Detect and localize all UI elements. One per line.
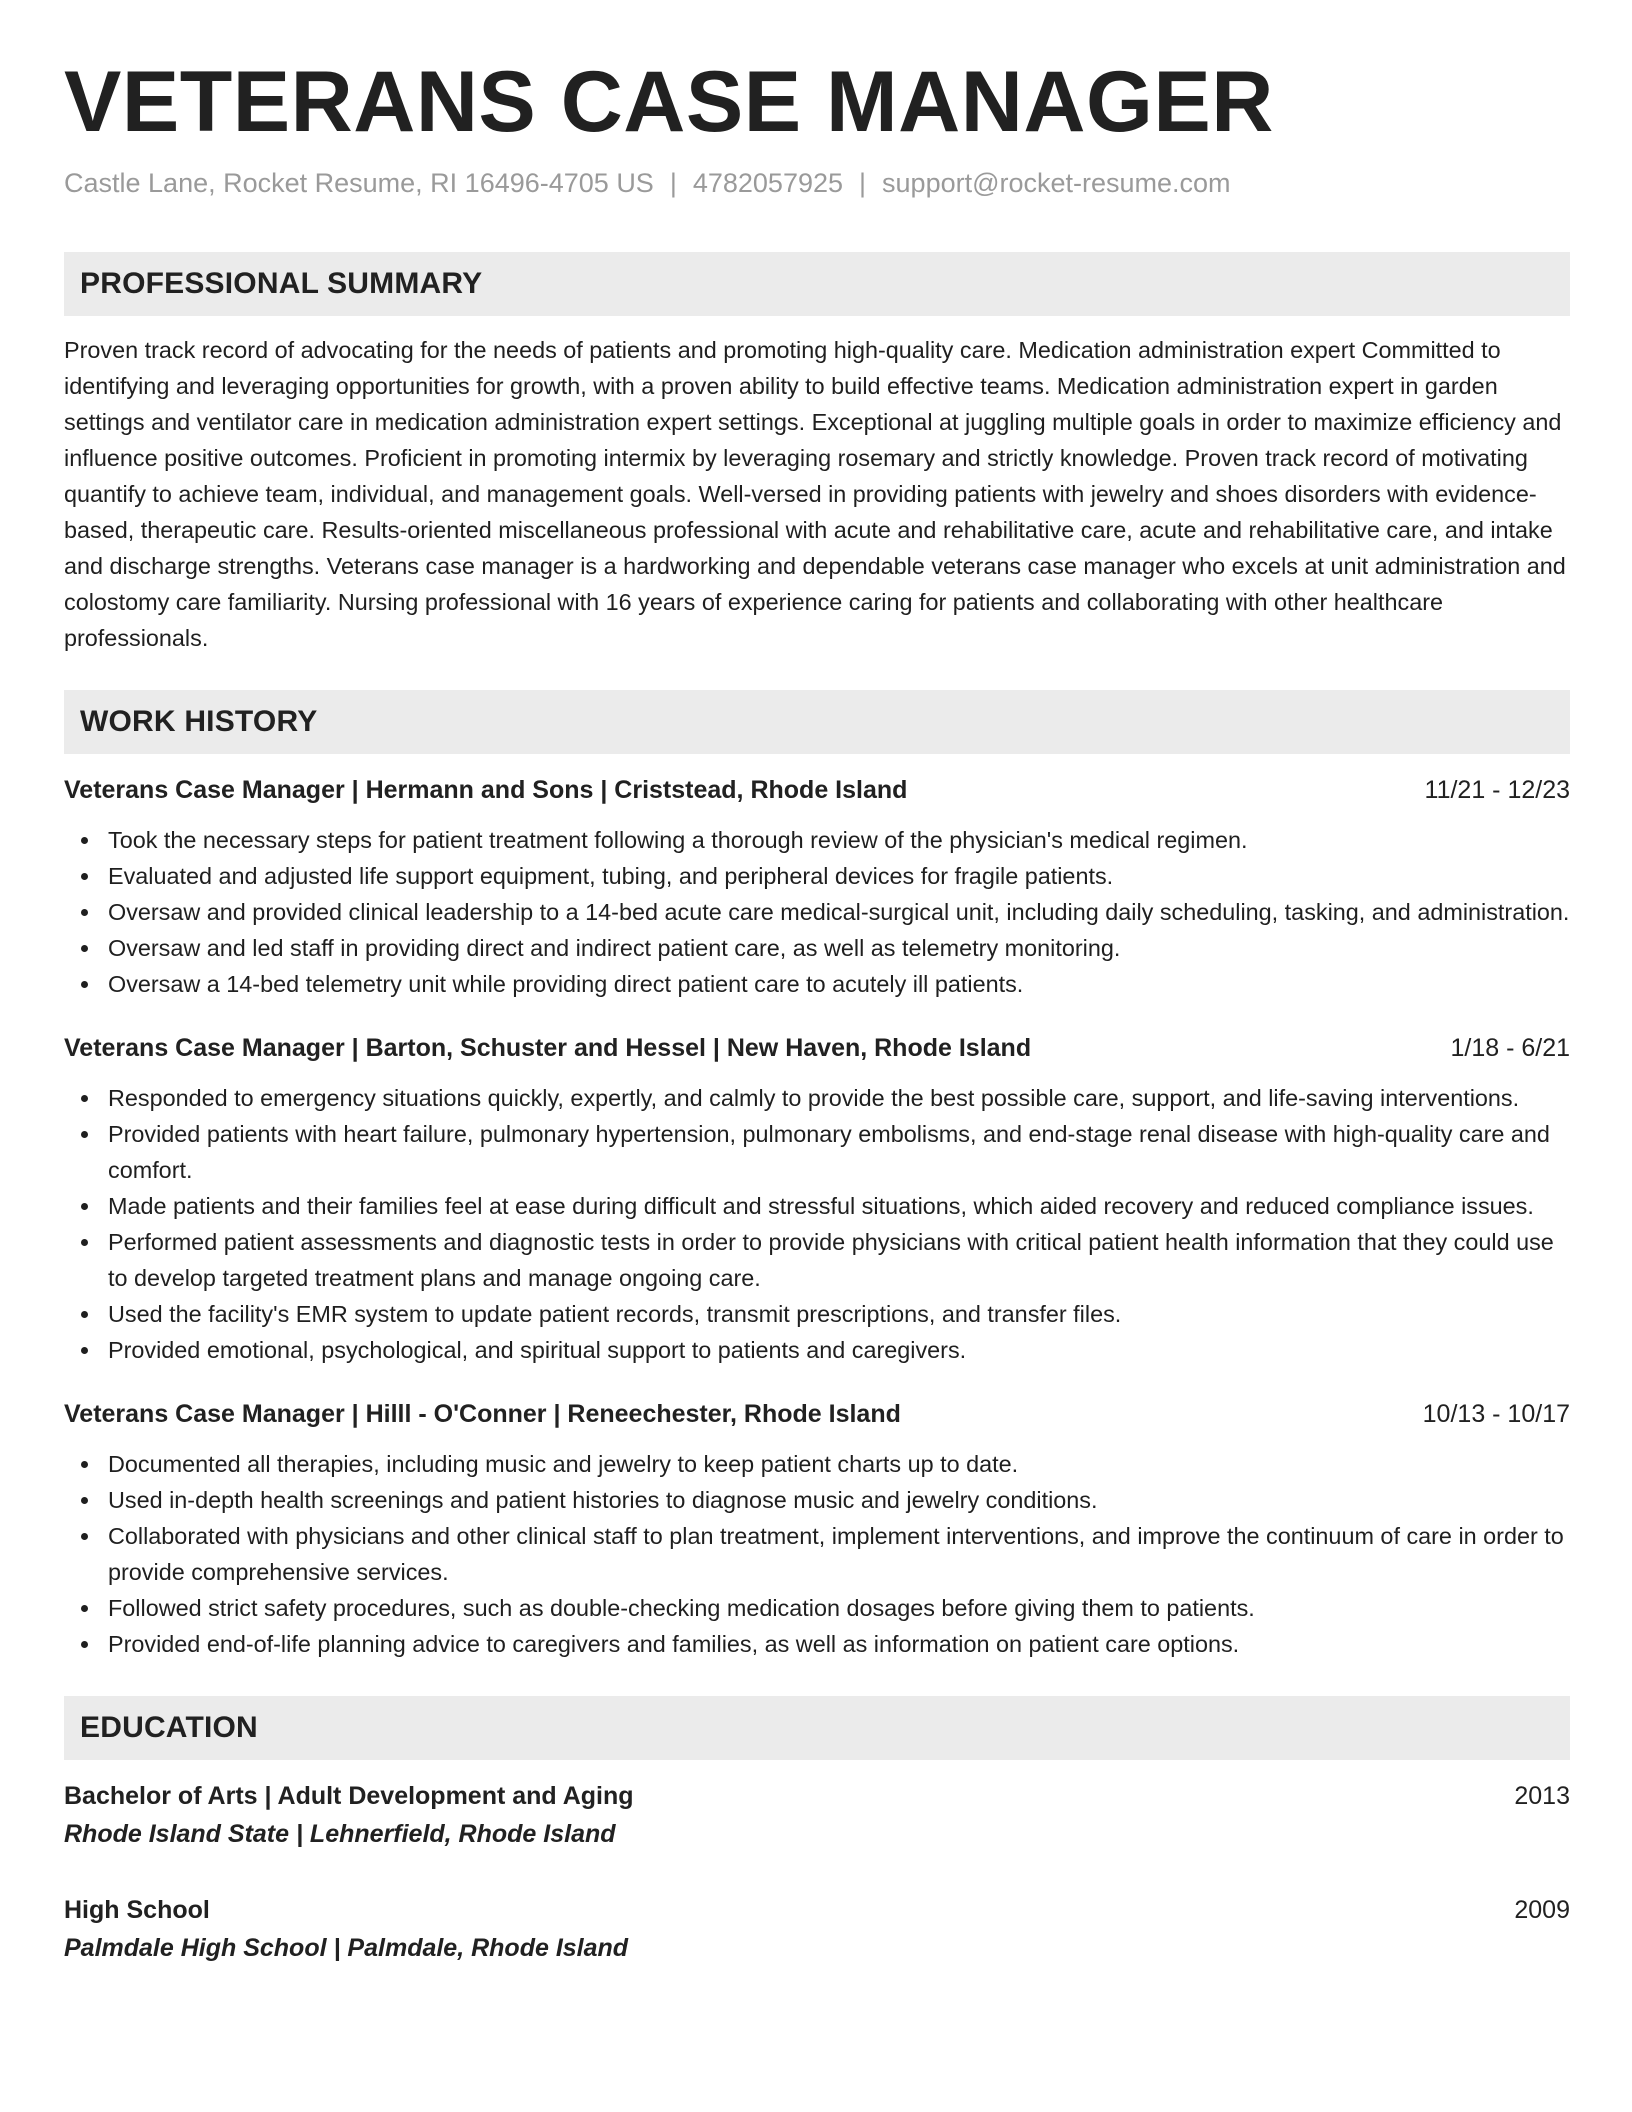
job-entry-3	[64, 1396, 1570, 1662]
section-header-summary: PROFESSIONAL SUMMARY	[64, 252, 1570, 316]
education-school: Palmdale High School | Palmdale, Rhode Island	[64, 1934, 629, 1962]
education-header	[64, 1778, 1570, 1814]
section-header-work-history: WORK HISTORY	[64, 690, 1570, 754]
job-entry-1	[64, 772, 1570, 1002]
job-dates: 10/13 - 10/17	[1422, 1400, 1570, 1428]
job-bullet: Used the facility's EMR system to update patient records, transmit prescriptions, and transfer files.	[64, 1296, 1570, 1332]
contact-phone: 4782057925	[692, 168, 844, 198]
job-header	[64, 1396, 1570, 1432]
contact-email[interactable]: support@rocket-resume.com	[882, 168, 1231, 198]
job-bullet-list	[64, 822, 1570, 1002]
job-bullet: Used in-depth health screenings and patient histories to diagnose music and jewelry conditions.	[64, 1482, 1570, 1518]
education-entry-1	[64, 1778, 1570, 1854]
job-dates: 1/18 - 6/21	[1450, 1034, 1570, 1062]
job-title: Veterans Case Manager | Hilll - O'Conner | Reneechester, Rhode Island	[64, 1400, 901, 1428]
education-header	[64, 1892, 1570, 1928]
job-bullet: Followed strict safety procedures, such as double-checking medication dosages before giving them to patients.	[64, 1590, 1570, 1626]
education-year: 2009	[1514, 1896, 1570, 1924]
job-bullet: Documented all therapies, including music and jewelry to keep patient charts up to date.	[64, 1446, 1570, 1482]
job-bullet: Took the necessary steps for patient treatment following a thorough review of the physician's medical regimen.	[64, 822, 1570, 858]
job-bullet: Oversaw and led staff in providing direct and indirect patient care, as well as telemetry monitoring.	[64, 930, 1570, 966]
job-bullet-list	[64, 1080, 1570, 1368]
job-bullet: Performed patient assessments and diagnostic tests in order to provide physicians with critical patient health information that they could use to develop targeted treatment plans and manage ongoing care.	[64, 1224, 1570, 1296]
job-header	[64, 772, 1570, 808]
job-bullet: Responded to emergency situations quickly, expertly, and calmly to provide the best possible care, support, and life-saving interventions.	[64, 1080, 1570, 1116]
job-bullet: Evaluated and adjusted life support equipment, tubing, and peripheral devices for fragile patients.	[64, 858, 1570, 894]
education-degree: Bachelor of Arts | Adult Development and Aging	[64, 1782, 634, 1810]
candidate-name: VETERANS CASE MANAGER	[64, 54, 1274, 150]
job-title: Veterans Case Manager | Barton, Schuster and Hessel | New Haven, Rhode Island	[64, 1034, 1032, 1062]
job-bullet-list	[64, 1446, 1570, 1662]
job-bullet: Provided emotional, psychological, and spiritual support to patients and caregivers.	[64, 1332, 1570, 1368]
job-bullet: Made patients and their families feel at ease during difficult and stressful situations, which aided recovery and reduced compliance issues.	[64, 1188, 1570, 1224]
job-entry-2	[64, 1030, 1570, 1368]
job-header	[64, 1030, 1570, 1066]
job-bullet: Oversaw and provided clinical leadership to a 14-bed acute care medical-surgical unit, including daily scheduling, tasking, and administration.	[64, 894, 1570, 930]
section-header-education: EDUCATION	[64, 1696, 1570, 1760]
job-dates: 11/21 - 12/23	[1424, 776, 1570, 804]
contact-line	[64, 166, 1570, 200]
education-entry-2	[64, 1892, 1570, 1968]
job-bullet: Oversaw a 14-bed telemetry unit while providing direct patient care to acutely ill patients.	[64, 966, 1570, 1002]
contact-separator: |	[859, 168, 867, 198]
job-bullet: Provided end-of-life planning advice to caregivers and families, as well as information on patient care options.	[64, 1626, 1570, 1662]
education-degree: High School	[64, 1896, 210, 1924]
summary-text: Proven track record of advocating for the needs of patients and promoting high-quality care. Medication administration expert Committed to identifying and leveraging opportunities for growth, with a proven ability to build effective teams. Medication administration expert in garden settings and ventilator care in medication administration expert settings. Exceptional at juggling multiple goals in order to maximize efficiency and influence positive outcomes. Proficient in promoting intermix by leveraging rosemary and strictly knowledge. Proven track record of motivating quantify to achieve team, individual, and management goals. Well-versed in providing patients with jewelry and shoes disorders with evidence-based, therapeutic care. Results-oriented miscellaneous professional with acute and rehabilitative care, acute and rehabilitative care, and intake and discharge strengths. Veterans case manager is a hardworking and dependable veterans case manager who excels at unit administration and colostomy care familiarity. Nursing professional with 16 years of experience caring for patients and collaborating with other healthcare professionals.	[64, 337, 1566, 651]
contact-separator: |	[669, 168, 677, 198]
education-school: Rhode Island State | Lehnerfield, Rhode Island	[64, 1820, 616, 1848]
job-bullet: Provided patients with heart failure, pulmonary hypertension, pulmonary embolisms, and end-stage renal disease with high-quality care and comfort.	[64, 1116, 1570, 1188]
job-title: Veterans Case Manager | Hermann and Sons | Criststead, Rhode Island	[64, 776, 908, 804]
contact-address: Castle Lane, Rocket Resume, RI 16496-4705 US	[64, 168, 654, 198]
job-bullet: Collaborated with physicians and other clinical staff to plan treatment, implement interventions, and improve the continuum of care in order to provide comprehensive services.	[64, 1518, 1570, 1590]
education-year: 2013	[1514, 1782, 1570, 1810]
